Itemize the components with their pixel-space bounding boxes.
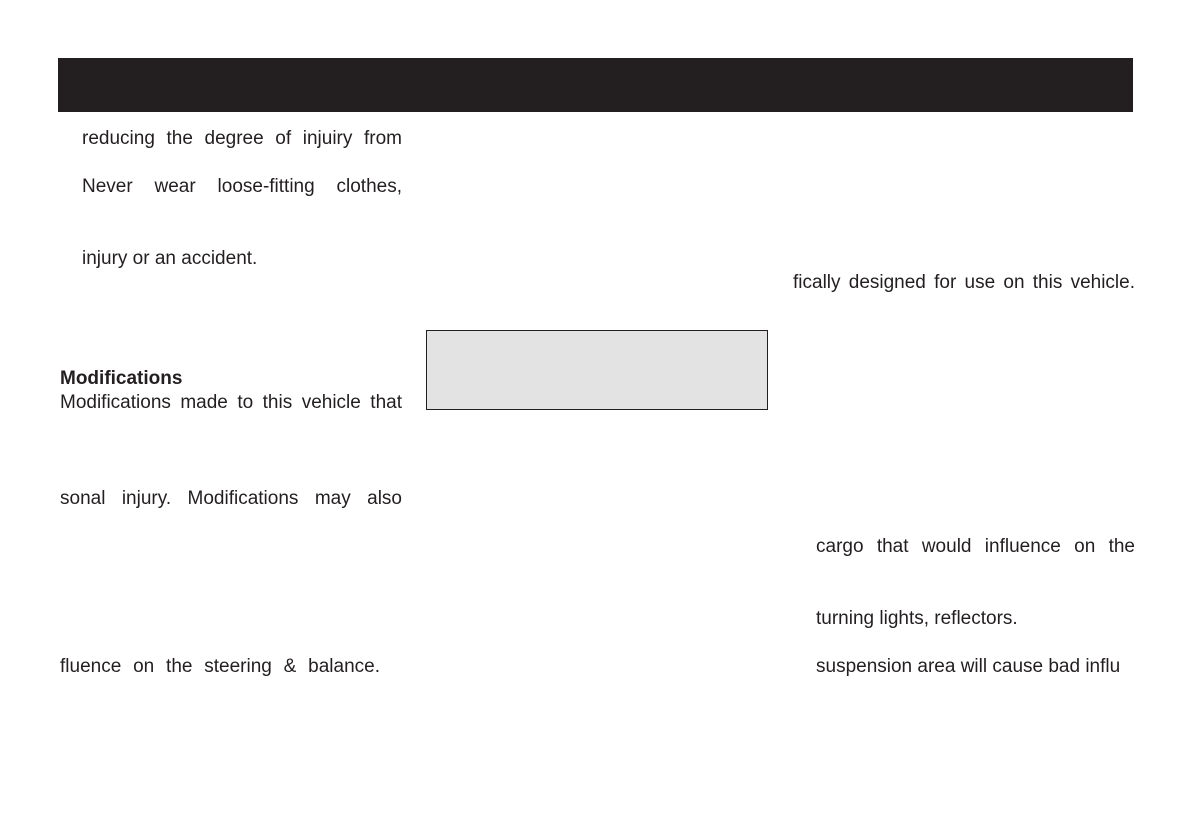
right-text-line-2: cargo that would influence on the — [816, 536, 1135, 557]
left-text-line-3: injury or an accident. — [82, 248, 258, 269]
left-text-line-2: Never wear loose-fitting clothes, — [82, 176, 402, 197]
section-heading-modifications: Modifications — [60, 368, 183, 389]
right-text-line-4: suspension area will cause bad influ — [816, 656, 1121, 677]
left-text-line-5: sonal injury. Modifications may also — [60, 488, 402, 509]
left-text-line-6: fluence on the steering & balance. — [60, 656, 380, 677]
right-text-line-1: fically designed for use on this vehicle. — [793, 272, 1135, 293]
right-text-line-3: turning lights, reflectors. — [816, 608, 1018, 629]
note-box — [426, 330, 768, 410]
header-bar — [58, 58, 1133, 112]
left-text-line-4: Modifications made to this vehicle that — [60, 392, 402, 413]
left-text-line-1: reducing the degree of injuiry from — [82, 128, 402, 149]
